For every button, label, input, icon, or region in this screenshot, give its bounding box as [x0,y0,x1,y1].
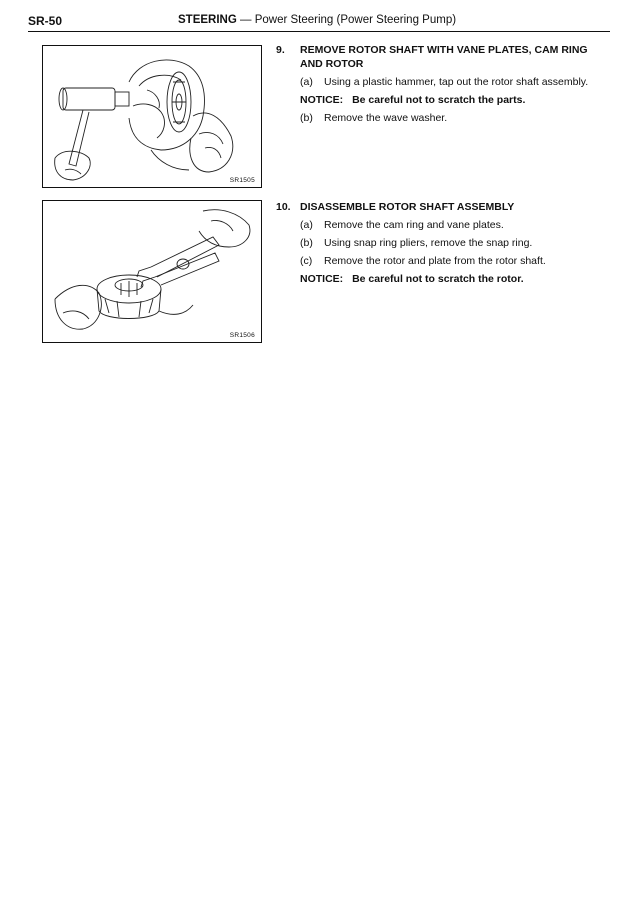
step-number: 10. [276,201,291,213]
pliers-illustration [43,201,261,342]
notice-text: Be careful not to scratch the rotor. [352,273,524,285]
section-title [178,14,456,26]
page-header [28,14,608,32]
header-rule [28,31,610,32]
substep-text: Remove the cam ring and vane plates. [324,219,504,231]
step-title: DISASSEMBLE ROTOR SHAFT ASSEMBLY [300,201,515,213]
page-number: SR-50 [28,14,63,28]
section-name: STEERING [178,14,237,26]
notice [276,272,596,286]
figure-rotor-shaft-tapping [42,45,262,188]
notice-label: NOTICE: [300,94,344,106]
step-9 [276,43,596,125]
step-number: 9. [276,44,285,56]
substep [276,236,596,250]
figure-code: SR1505 [229,177,255,184]
substep-label: (a) [300,76,313,88]
step-heading [276,43,596,71]
substep-text: Using snap ring pliers, remove the snap ring. [324,237,533,249]
substep [276,111,596,125]
substep-label: (b) [300,112,313,124]
substep-text: Remove the rotor and plate from the rotor shaft. [324,255,546,267]
step-10 [276,200,596,286]
substep-text: Remove the wave washer. [324,112,448,124]
section-subtitle: Power Steering (Power Steering Pump) [254,14,457,26]
substep [276,254,596,268]
notice [276,93,596,107]
substep-text: Using a plastic hammer, tap out the rotor shaft assembly. [324,76,589,88]
notice-label: NOTICE: [300,273,344,285]
substep [276,75,596,89]
substep-label: (a) [300,219,313,231]
substep-label: (b) [300,237,313,249]
notice-text: Be careful not to scratch the parts. [352,94,526,106]
figure-code: SR1506 [229,332,255,339]
figure-snap-ring-pliers [42,200,262,343]
step-title: REMOVE ROTOR SHAFT WITH VANE PLATES, CAM RING AND ROTOR [300,44,588,70]
title-separator: — [240,14,252,26]
substep-label: (c) [300,255,313,267]
step-heading [276,200,596,214]
substep [276,218,596,232]
hammer-illustration [43,46,261,187]
